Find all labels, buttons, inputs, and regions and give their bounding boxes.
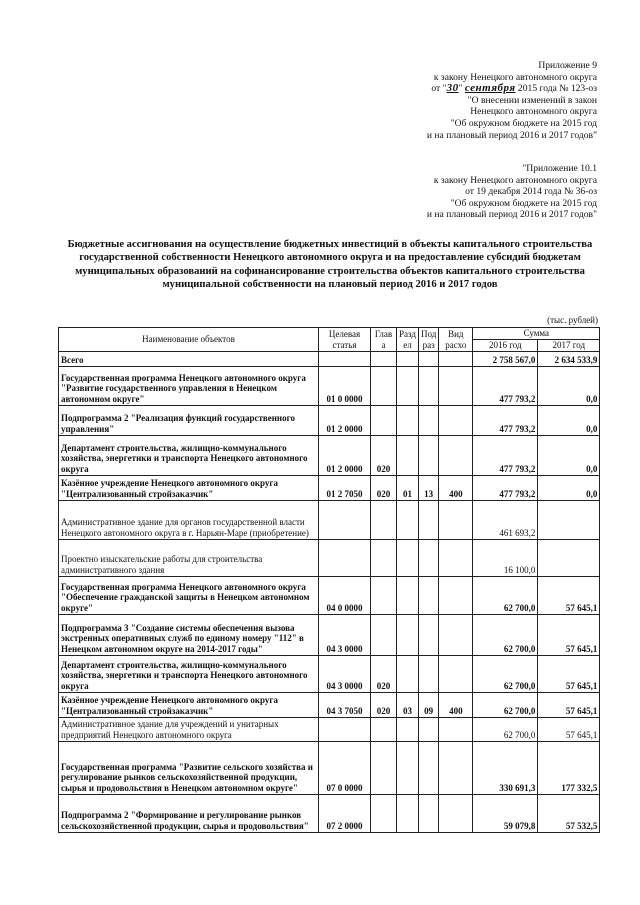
appendix-10-1-header — [427, 163, 597, 221]
cell-vid — [439, 501, 473, 540]
cell-podrazdel — [418, 742, 438, 795]
cell-podrazdel — [418, 352, 438, 367]
cell-vid — [439, 367, 473, 406]
cell-podrazdel: 09 — [418, 693, 438, 718]
appendix-line: "Об окружном бюджете на 2015 год — [450, 117, 597, 129]
cell-vid — [439, 742, 473, 795]
header-podrazdel: Под раз — [418, 328, 438, 352]
table-row — [59, 367, 600, 406]
cell-vid — [439, 615, 473, 656]
cell-podrazdel — [418, 577, 438, 615]
cell-2016: 62 700,0 — [473, 615, 538, 656]
cell-vid — [439, 656, 473, 693]
cell-2016: 477 793,2 — [473, 436, 538, 476]
appendix-line: Ненецкого автономного округа — [470, 106, 597, 118]
cell-2016: 477 793,2 — [473, 367, 538, 406]
cell-2016: 2 758 567,0 — [473, 352, 538, 367]
appendix-line: Приложение 9 — [538, 60, 597, 71]
cell-glava: 020 — [371, 693, 397, 718]
cell-target: 04 3 0000 — [319, 656, 371, 693]
cell-razdel — [397, 540, 419, 577]
document-title: Бюджетные ассигнования на осуществление бюджетных инвестиций в объекты капитального строительства государственной собственности Ненецкого автономного округа и на предоставление субсидий бюджетам муниципальных образований на софинансирование строительства объектов капитального строительства муниципальной собственности на плановый период 2016 и 2017 годов — [67, 239, 593, 291]
cell-podrazdel — [418, 615, 438, 656]
cell-razdel — [397, 656, 419, 693]
cell-glava — [371, 577, 397, 615]
cell-2016: 59 079,8 — [473, 795, 538, 833]
cell-podrazdel — [418, 367, 438, 406]
cell-podrazdel — [418, 406, 438, 436]
cell-razdel — [397, 718, 419, 742]
cell-2017: 57 645,1 — [538, 615, 600, 656]
units-label: (тыс. рублей) — [547, 315, 598, 325]
cell-name: Всего — [59, 352, 319, 367]
appendix-line: от 19 декабря 2014 года № 36-оз — [465, 186, 597, 198]
cell-vid: 400 — [439, 693, 473, 718]
appendix-line: и на плановый период 2016 и 2017 годов" — [426, 209, 597, 221]
handwritten-month: сентября — [464, 82, 516, 95]
handwritten-day: 30 — [446, 82, 459, 95]
cell-name: Подпрограмма 2 "Реализация функций государственного управления" — [59, 406, 319, 436]
appendix-line: "Приложение 10.1 — [522, 163, 597, 174]
table-row — [59, 352, 600, 367]
cell-2016: 330 691,3 — [473, 742, 538, 795]
appendix-line: к закону Ненецкого автономного округа — [433, 71, 597, 83]
cell-razdel — [397, 501, 419, 540]
cell-razdel — [397, 406, 419, 436]
cell-2016: 477 793,2 — [473, 476, 538, 501]
cell-glava: 020 — [371, 476, 397, 501]
table-row — [59, 540, 600, 577]
cell-name: Государственная программа Ненецкого автономного округа "Обеспечение гражданской защиты в Ненецком автономном округе" — [59, 577, 319, 615]
cell-name: Административное здание для учреждений и унитарных предприятий Ненецкого автономного округа — [59, 718, 319, 742]
cell-name: Казённое учреждение Ненецкого автономного округа "Централизованный стройзаказчик" — [59, 693, 319, 718]
cell-name: Департамент строительства, жилищно-коммунального хозяйства, энергетики и транспорта Ненецкого автономного округа — [59, 656, 319, 693]
cell-podrazdel — [418, 656, 438, 693]
header-target: Целевая статья — [319, 328, 371, 352]
cell-target — [319, 540, 371, 577]
cell-vid — [439, 406, 473, 436]
cell-razdel — [397, 577, 419, 615]
appendix-line: к закону Ненецкого автономного округа — [433, 174, 597, 186]
cell-2017: 177 332,5 — [538, 742, 600, 795]
cell-2017: 0,0 — [538, 367, 600, 406]
cell-name: Проектно изыскательские работы для строительства административного здания — [59, 540, 319, 577]
cell-glava — [371, 540, 397, 577]
cell-podrazdel: 13 — [418, 476, 438, 501]
appendix-line: "О внесении изменений в закон — [467, 94, 597, 106]
cell-glava — [371, 406, 397, 436]
table-row — [59, 718, 600, 742]
cell-razdel — [397, 436, 419, 476]
table-row — [59, 476, 600, 501]
date-prefix: от " — [431, 83, 447, 95]
cell-vid — [439, 718, 473, 742]
cell-2017: 57 645,1 — [538, 693, 600, 718]
table-row — [59, 693, 600, 718]
cell-podrazdel — [418, 718, 438, 742]
cell-target: 04 0 0000 — [319, 577, 371, 615]
cell-vid — [439, 577, 473, 615]
cell-vid — [439, 436, 473, 476]
cell-2017: 57 645,1 — [538, 577, 600, 615]
appendix-9-header — [427, 60, 597, 141]
cell-2016: 461 693,2 — [473, 501, 538, 540]
cell-razdel — [397, 742, 419, 795]
cell-razdel — [397, 367, 419, 406]
header-glava: Глав а — [371, 328, 397, 352]
cell-glava: 020 — [371, 436, 397, 476]
cell-razdel: 03 — [397, 693, 419, 718]
cell-2017: 0,0 — [538, 406, 600, 436]
header-2017: 2017 год — [538, 340, 600, 352]
cell-target — [319, 718, 371, 742]
header-name: Наименование объектов — [59, 328, 319, 352]
cell-target: 01 2 7050 — [319, 476, 371, 501]
cell-glava — [371, 718, 397, 742]
cell-name: Подпрограмма 2 "Формирование и регулирование рынков сельскохозяйственной продукции, сырья и продовольствия" — [59, 795, 319, 833]
appendix-line: "Об окружном бюджете на 2015 год — [450, 197, 597, 209]
cell-2017 — [538, 501, 600, 540]
cell-podrazdel — [418, 436, 438, 476]
cell-glava — [371, 615, 397, 656]
cell-target: 04 3 0000 — [319, 615, 371, 656]
header-razdel: Разд ел — [397, 328, 419, 352]
budget-table — [58, 327, 600, 833]
cell-razdel — [397, 615, 419, 656]
cell-podrazdel — [418, 795, 438, 833]
cell-2017: 0,0 — [538, 476, 600, 501]
cell-2016: 62 700,0 — [473, 718, 538, 742]
table-row — [59, 577, 600, 615]
cell-razdel: 01 — [397, 476, 419, 501]
appendix-line: и на плановый период 2016 и 2017 годов" — [426, 129, 597, 141]
table-row — [59, 436, 600, 476]
cell-glava — [371, 795, 397, 833]
cell-glava — [371, 742, 397, 795]
cell-2017: 57 645,1 — [538, 718, 600, 742]
cell-2016: 62 700,0 — [473, 693, 538, 718]
cell-vid — [439, 352, 473, 367]
header-2016: 2016 год — [473, 340, 538, 352]
cell-vid — [439, 540, 473, 577]
cell-name: Подпрограмма 3 "Создание системы обеспечения вызова экстренных оперативных служб по единому номеру "112" в Ненецком автономном округе на 2014-2017 годы" — [59, 615, 319, 656]
table-row — [59, 501, 600, 540]
cell-name: Государственная программа "Развитие сельского хозяйства и регулирование рынков сельскохозяйственной продукции, сырья и продовольствия в Ненецком автономном округе" — [59, 742, 319, 795]
cell-razdel — [397, 352, 419, 367]
cell-name: Государственная программа Ненецкого автономного округа "Развитие государственного управления в Ненецком автономном округе" — [59, 367, 319, 406]
cell-glava — [371, 367, 397, 406]
cell-target: 01 2 0000 — [319, 406, 371, 436]
cell-2017 — [538, 540, 600, 577]
cell-2017: 0,0 — [538, 436, 600, 476]
cell-2017: 2 634 533,9 — [538, 352, 600, 367]
cell-razdel — [397, 795, 419, 833]
table-row — [59, 742, 600, 795]
table-row — [59, 656, 600, 693]
cell-target — [319, 352, 371, 367]
cell-name: Департамент строительства, жилищно-коммунального хозяйства, энергетики и транспорта Ненецкого автономного округа — [59, 436, 319, 476]
header-sum: Сумма — [473, 328, 600, 340]
date-quote: " — [458, 83, 463, 95]
cell-glava — [371, 352, 397, 367]
cell-podrazdel — [418, 501, 438, 540]
table-row — [59, 406, 600, 436]
cell-vid: 400 — [439, 476, 473, 501]
cell-2016: 62 700,0 — [473, 656, 538, 693]
cell-target: 07 2 0000 — [319, 795, 371, 833]
cell-2016: 16 100,0 — [473, 540, 538, 577]
cell-2017: 57 532,5 — [538, 795, 600, 833]
cell-target: 01 0 0000 — [319, 367, 371, 406]
date-suffix: 2015 года № 123-оз — [517, 83, 597, 95]
cell-target: 07 0 0000 — [319, 742, 371, 795]
cell-name: Административное здание для органов государственной власти Ненецкого автономного округа в г. Нарьян-Маре (приобретение) — [59, 501, 319, 540]
appendix-date-line — [427, 83, 597, 95]
cell-name: Казённое учреждение Ненецкого автономного округа "Централизованный стройзаказчик" — [59, 476, 319, 501]
table-row — [59, 615, 600, 656]
cell-target — [319, 501, 371, 540]
header-vid: Вид расхо — [439, 328, 473, 352]
table-row — [59, 795, 600, 833]
cell-podrazdel — [418, 540, 438, 577]
cell-2017: 57 645,1 — [538, 656, 600, 693]
cell-2016: 477 793,2 — [473, 406, 538, 436]
cell-2016: 62 700,0 — [473, 577, 538, 615]
cell-target: 04 3 7050 — [319, 693, 371, 718]
cell-glava: 020 — [371, 656, 397, 693]
cell-vid — [439, 795, 473, 833]
cell-target: 01 2 0000 — [319, 436, 371, 476]
cell-glava — [371, 501, 397, 540]
